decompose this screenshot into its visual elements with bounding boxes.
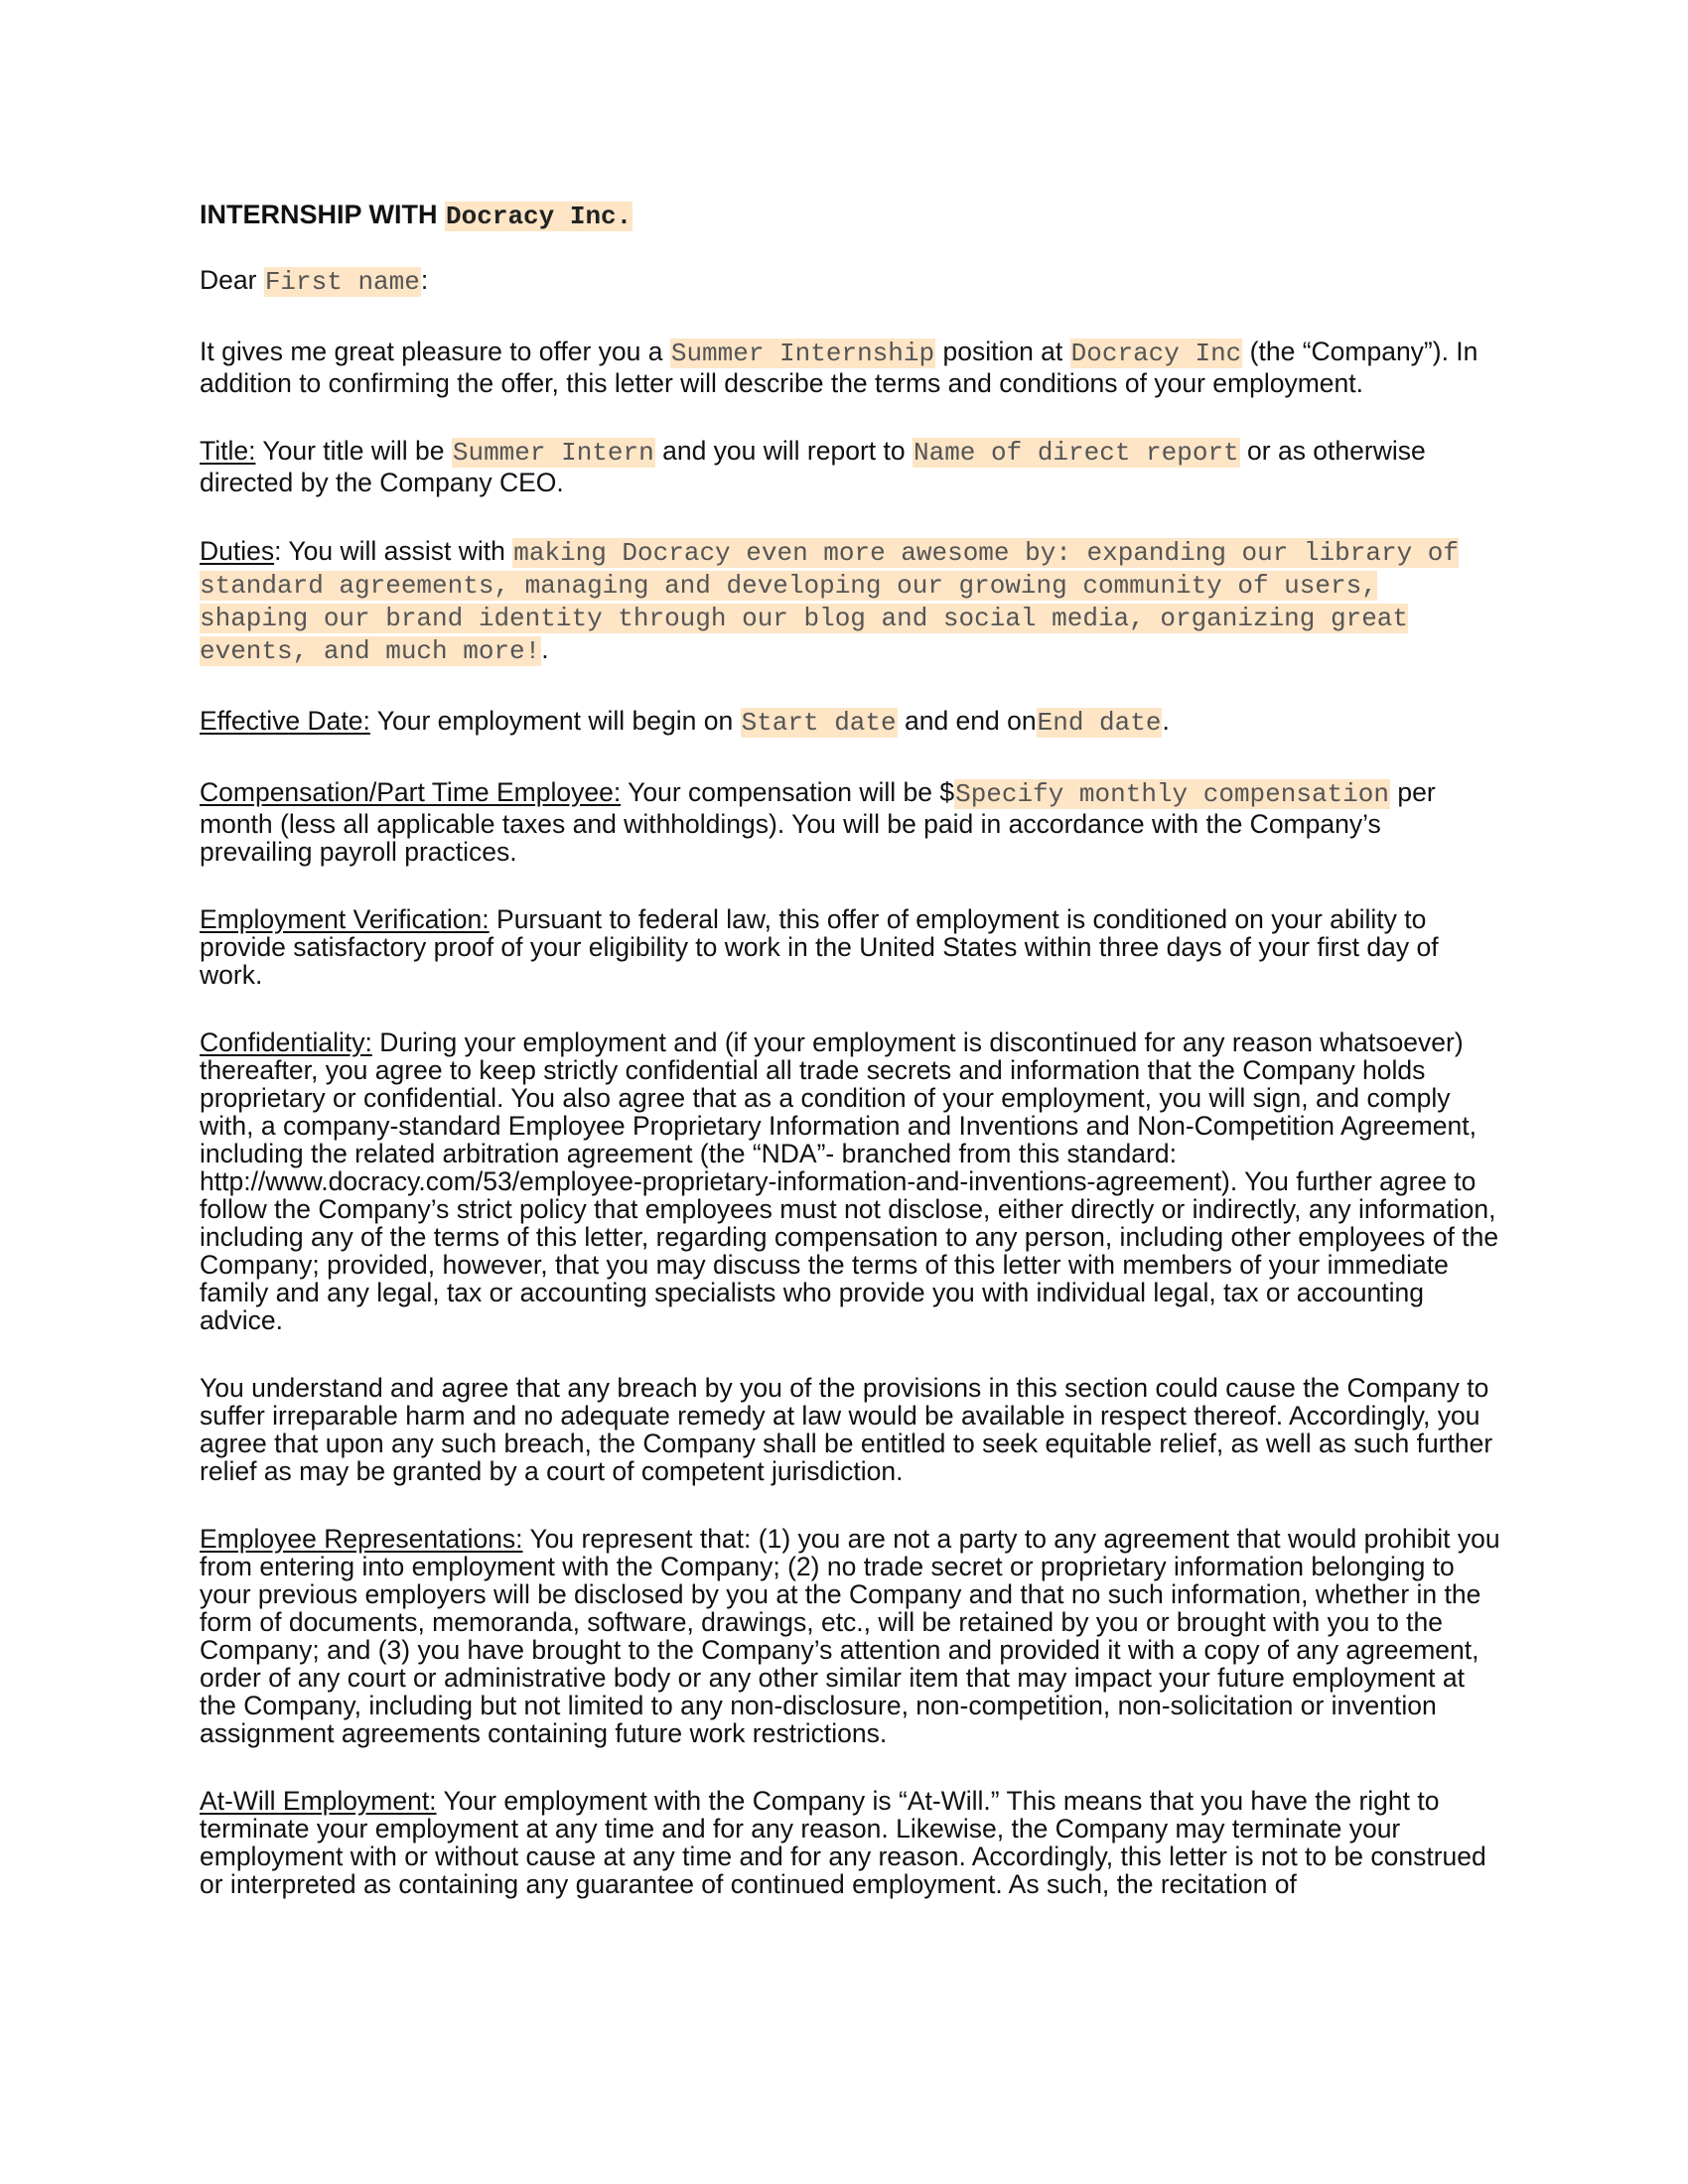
duties-field[interactable]: making Docracy even more awesome by: expanding our library of standard agreements, managing and developing our growing community of users, shaping our brand identity through our blog and social media, organizing great events, and much more!	[200, 538, 1459, 666]
compensation-text-2: per month (less all applicable taxes and withholdings). You will be paid in accordance with the Company’s prevailing payroll practices.	[200, 777, 1436, 867]
title-text-3: or as otherwise directed by the Company CEO.	[200, 436, 1426, 497]
effective-date-paragraph	[200, 707, 1500, 739]
dear-text: Dear	[200, 265, 257, 295]
duties-paragraph	[200, 536, 1500, 667]
position-field[interactable]: Summer Internship	[670, 339, 935, 368]
confidentiality-label: Confidentiality:	[200, 1027, 372, 1057]
salutation	[200, 266, 1500, 298]
compensation-paragraph	[200, 778, 1500, 866]
company-name-field[interactable]: Docracy Inc.	[446, 202, 633, 231]
salutation-colon: :	[420, 265, 429, 295]
end-date-field[interactable]: End date	[1037, 708, 1162, 738]
duties-text-1: : You will assist with	[274, 536, 505, 566]
title-text-2: and you will report to	[662, 436, 906, 466]
title-label: Title:	[200, 436, 256, 466]
intro-text-1: It gives me great pleasure to offer you a	[200, 337, 663, 366]
representations-paragraph	[200, 1525, 1500, 1747]
effective-date-text-2: and end on	[904, 706, 1037, 736]
compensation-label: Compensation/Part Time Employee:	[200, 777, 622, 807]
duties-label: Duties	[200, 536, 275, 566]
at-will-label: At-Will Employment:	[200, 1786, 437, 1816]
at-will-paragraph	[200, 1787, 1500, 1898]
effective-date-text-1: Your employment will begin on	[376, 706, 734, 736]
letter-heading	[200, 199, 1500, 232]
start-date-field[interactable]: Start date	[741, 708, 897, 738]
first-name-field[interactable]: First name	[264, 267, 420, 297]
monthly-compensation-field[interactable]: Specify monthly compensation	[955, 779, 1389, 809]
compensation-text-1: Your compensation will be $	[628, 777, 955, 807]
breach-text: You understand and agree that any breach by you of the provisions in this section could cause the Company to suffer irreparable harm and no adequate remedy at law would be available in respect thereof. Accordingly, you agree that upon any such breach, the Company shall be entitled to seek equitable relief, as well as such further relief as may be granted by a court of competent jurisdiction.	[200, 1373, 1493, 1486]
breach-paragraph	[200, 1374, 1500, 1485]
at-will-text: Your employment with the Company is “At-Will.” This means that you have the right to terminate your employment at any time and for any reason. Likewise, the Company may terminate your employment with or without cause at any time and for any reason. Accordingly, this letter is not to be construed or interpreted as containing any guarantee of continued employment. As such, the recitation of	[200, 1786, 1486, 1899]
title-paragraph	[200, 437, 1500, 496]
title-text-1: Your title will be	[262, 436, 445, 466]
representations-text: You represent that: (1) you are not a party to any agreement that would prohibit you from entering into employment with the Company; (2) no trade secret or proprietary information belonging to your previous employers will be disclosed by you at the Company and that no such information, whether in the form of documents, memoranda, software, drawings, etc., will be retained by you or brought with you to the Company; and (3) you have brought to the Company’s attention and provided it with a copy of any agreement, order of any court or administrative body or any other similar item that may impact your future employment at the Company, including but not limited to any non-disclosure, non-competition, non-solicitation or invention assignment agreements containing future work restrictions.	[200, 1524, 1500, 1748]
verification-text: Pursuant to federal law, this offer of employment is conditioned on your ability to provide satisfactory proof of your eligibility to work in the United States within three days of your first day of work.	[200, 904, 1439, 990]
intro-text-2: position at	[942, 337, 1063, 366]
heading-text: INTERNSHIP WITH	[200, 200, 438, 229]
confidentiality-text: During your employment and (if your employment is discontinued for any reason whatsoever) thereafter, you agree to keep strictly confidential all trade secrets and information that the Company holds proprietary or confidential. You also agree that as a condition of your employment, you will sign, and comply with, a company-standard Employee Proprietary Information and Inventions and Non-Competition Agreement, including the related arbitration agreement (the “NDA”- branched from this standard: http://www.docracy.com/53/employee-proprietary-information-and-inventions-agreement). You further agree to follow the Company’s strict policy that employees must not disclose, either directly or indirectly, any information, including any of the terms of this letter, regarding compensation to any person, including other employees of the Company; provided, however, that you may discuss the terms of this letter with members of your immediate family and any legal, tax or accounting specialists who provide you with individual legal, tax or accounting advice.	[200, 1027, 1499, 1335]
verification-paragraph	[200, 905, 1500, 989]
offer-letter-page	[200, 199, 1500, 1938]
confidentiality-paragraph	[200, 1028, 1500, 1334]
intro-text-3: (the “Company”). In addition to confirming the offer, this letter will describe the terms and conditions of your employment.	[200, 337, 1478, 398]
representations-label: Employee Representations:	[200, 1524, 523, 1554]
intro-paragraph	[200, 338, 1500, 397]
verification-label: Employment Verification:	[200, 904, 490, 934]
duties-text-2: .	[541, 634, 549, 664]
effective-date-text-3: .	[1162, 706, 1170, 736]
effective-date-label: Effective Date:	[200, 706, 370, 736]
company-field[interactable]: Docracy Inc	[1070, 339, 1242, 368]
job-title-field[interactable]: Summer Intern	[452, 438, 654, 468]
direct-report-field[interactable]: Name of direct report	[914, 438, 1239, 468]
